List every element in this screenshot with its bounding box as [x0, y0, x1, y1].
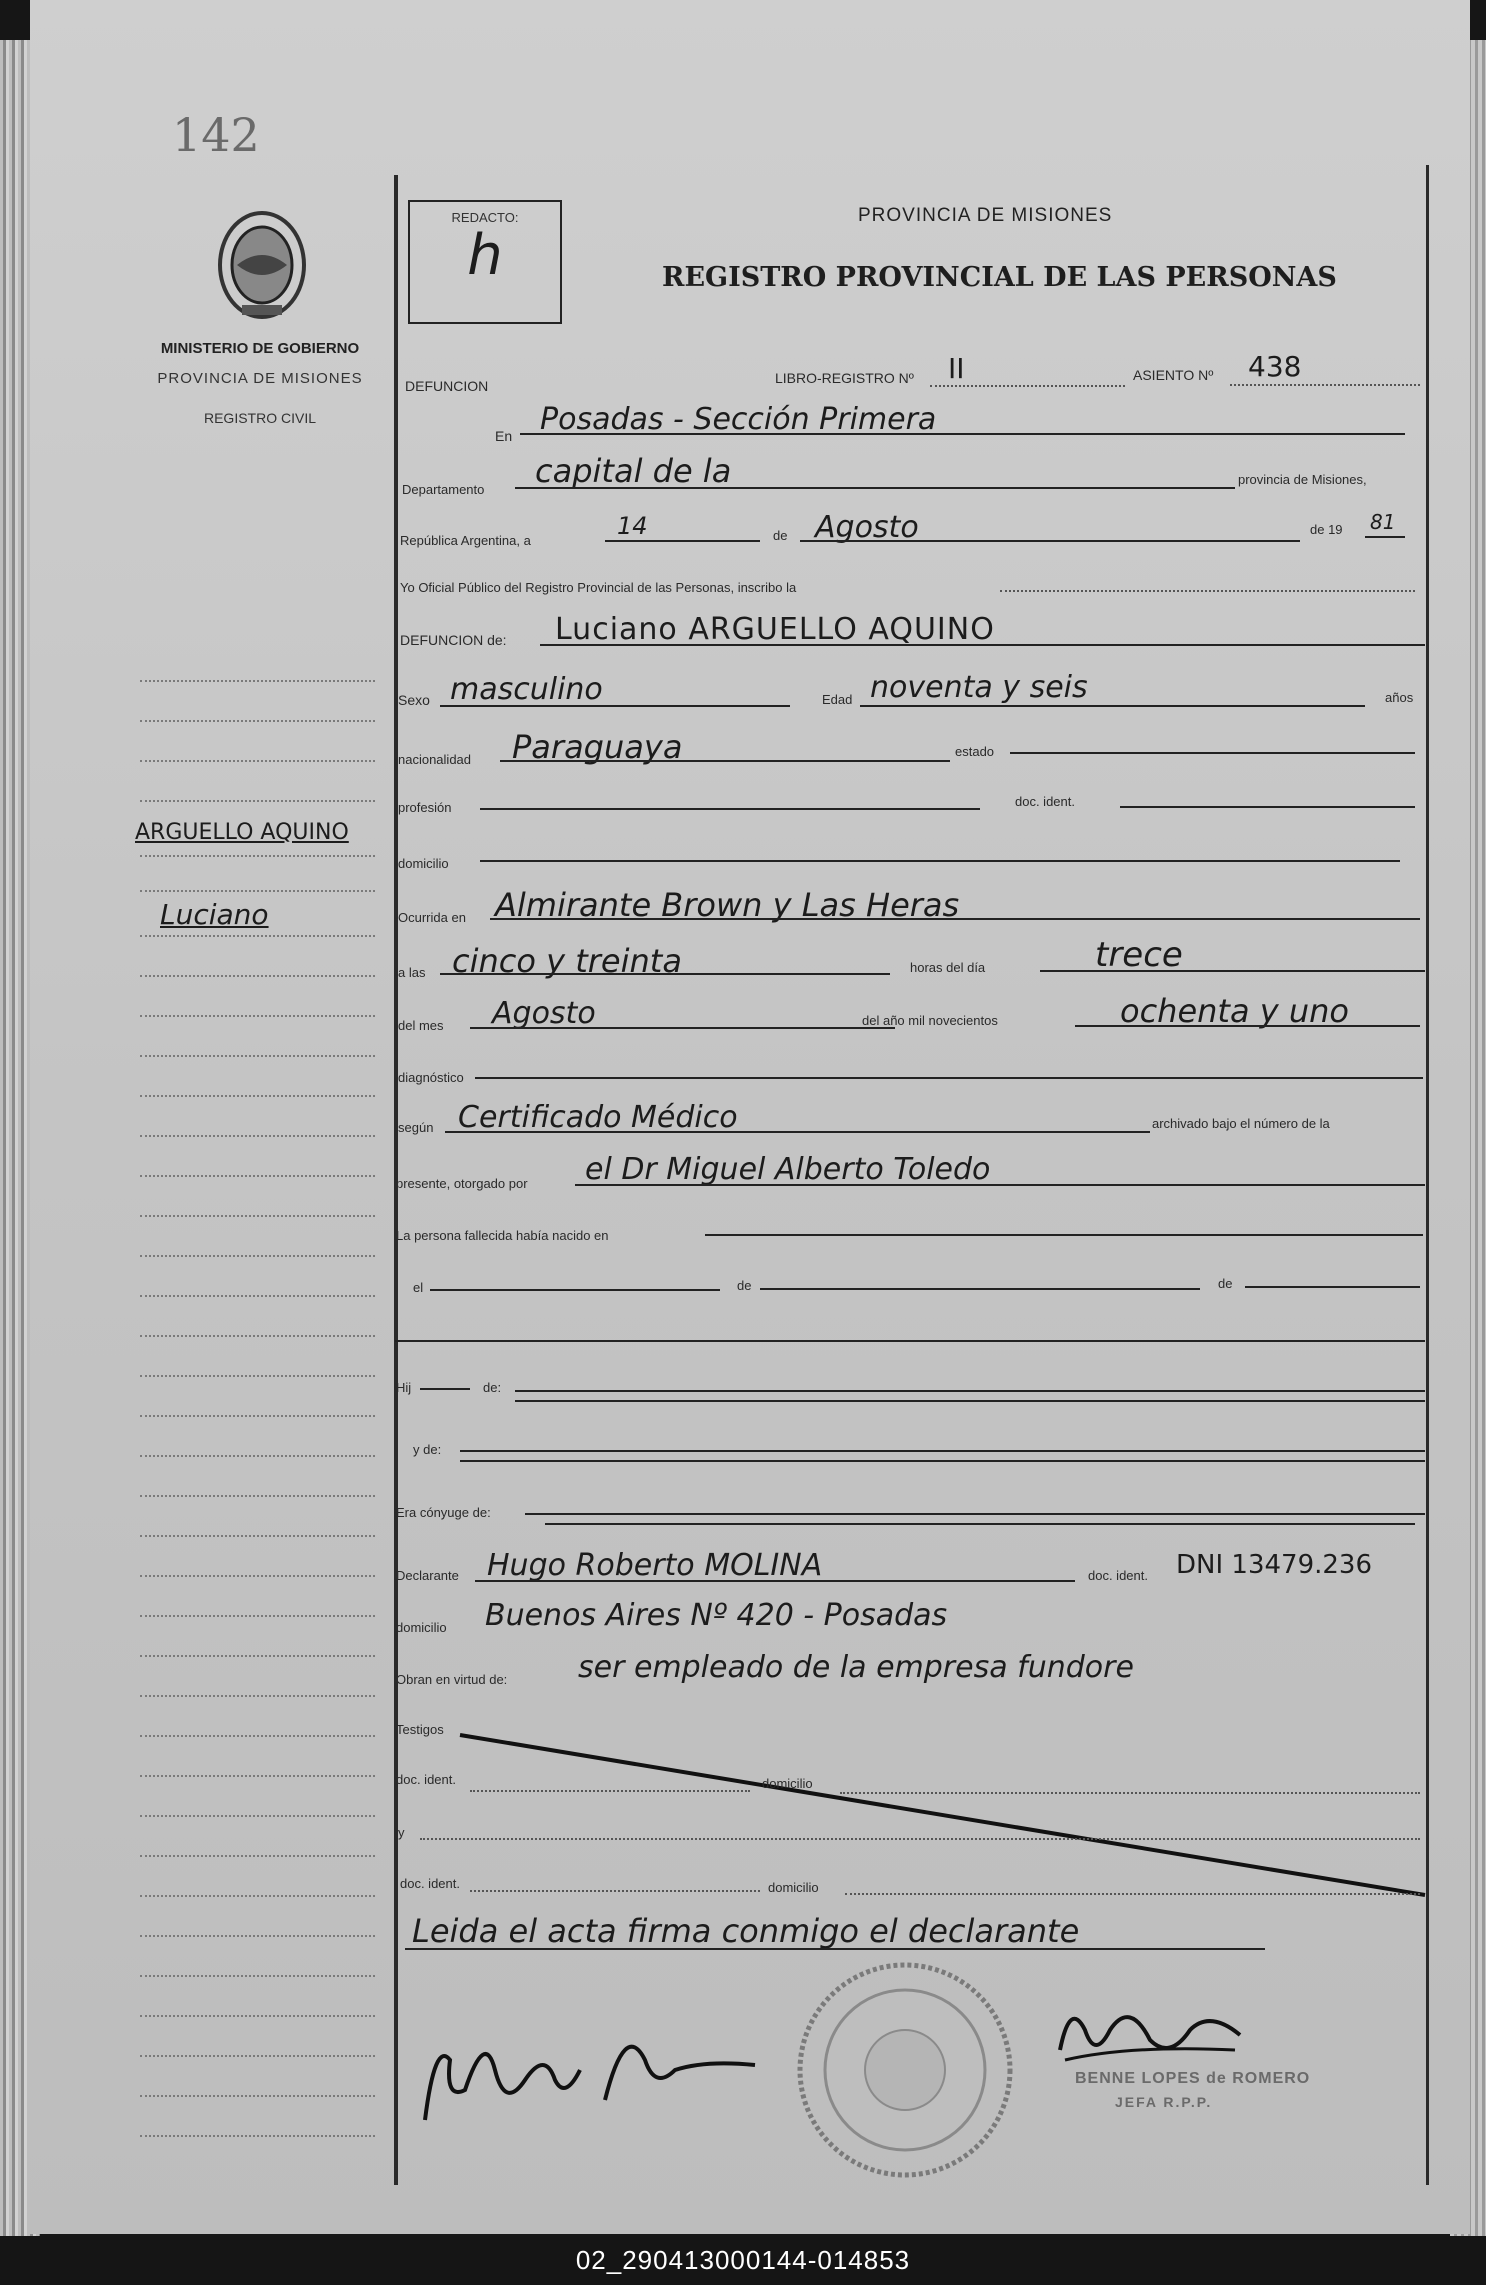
testigos-label: Testigos [396, 1722, 444, 1737]
anio-label: de 19 [1310, 522, 1343, 537]
a-las-label: a las [398, 965, 426, 980]
redacto-mark: ℎ [467, 223, 503, 288]
t2-doc-label: doc. ident. [400, 1876, 460, 1891]
declarante-label: Declarante [396, 1568, 459, 1583]
sexo-value: masculino [450, 672, 603, 707]
y-label: y [398, 1825, 405, 1840]
asiento-label: ASIENTO Nº [1133, 367, 1214, 383]
ocurrida-value: Almirante Brown y Las Heras [495, 886, 960, 924]
nacionalidad-label: nacionalidad [398, 752, 472, 767]
margin-surname: ARGUELLO AQUINO [135, 820, 349, 845]
header-registry: REGISTRO PROVINCIAL DE LAS PERSONAS [662, 262, 1337, 293]
t2-dom-label: domicilio [768, 1880, 819, 1895]
en-label: En [495, 428, 513, 444]
coat-of-arms-icon [212, 205, 312, 325]
declarant-signature-icon [405, 2010, 765, 2140]
defuncion-de-label: DEFUNCION de: [400, 632, 507, 648]
ministry-registry: REGISTRO CIVIL [203, 410, 317, 426]
anos-label: años [1385, 690, 1414, 705]
de2-label: de [737, 1278, 752, 1293]
folio-number: 142 [172, 108, 260, 162]
official-signature-icon [1050, 1990, 1250, 2080]
departamento-label: Departamento [402, 482, 485, 497]
ocurrida-label: Ocurrida en [398, 910, 466, 925]
diagnostico-label: diagnóstico [398, 1070, 464, 1085]
de-label: de [773, 528, 788, 543]
oficial-text: Yo Oficial Público del Registro Provincial de las Personas, inscribo la [400, 580, 797, 595]
dia-value: 14 [617, 512, 648, 540]
ministry-province: PROVINCIA DE MISIONES [157, 370, 363, 387]
hora-value: cinco y treinta [452, 942, 682, 980]
scan-id-footer: 02_290413000144-014853 [0, 2236, 1486, 2285]
presente-value: el Dr Miguel Alberto Toledo [585, 1152, 991, 1187]
edad-value: noventa y seis [870, 670, 1088, 705]
margin-given-name: Luciano [160, 898, 269, 931]
archivado-label: archivado bajo el número de la [1152, 1116, 1330, 1131]
libro-label: LIBRO-REGISTRO Nº [775, 370, 914, 386]
hij-label: Hij [396, 1380, 412, 1395]
testigos-strike-line [450, 1725, 1430, 1900]
dia-muerte-value: trece [1095, 935, 1183, 975]
official-round-stamp-icon [790, 1955, 1020, 2185]
anio-muerte-value: ochenta y uno [1120, 992, 1349, 1030]
profesion-label: profesión [398, 800, 452, 815]
official-stamp-title: JEFA R.P.P. [1115, 2094, 1213, 2110]
mes-muerte-value: Agosto [492, 996, 596, 1031]
decl-doc-value: DNI 13479.236 [1176, 1550, 1373, 1580]
el-label: el [413, 1280, 424, 1295]
doc-ident-label: doc. ident. [1015, 794, 1075, 809]
provincia-label: provincia de Misiones, [1238, 472, 1367, 487]
presente-label: presente, otorgado por [396, 1176, 528, 1191]
ministry-title: MINISTERIO DE GOBIERNO [160, 340, 360, 357]
t-doc-label: doc. ident. [396, 1772, 456, 1787]
redacto-box [408, 200, 562, 324]
segun-label: según [398, 1120, 434, 1135]
closing-text: Leida el acta firma conmigo el declarante [412, 1912, 1080, 1950]
redacto-label: REDACTO: [451, 210, 519, 225]
departamento-value: capital de la [535, 452, 732, 490]
estado-label: estado [955, 744, 995, 759]
republica-label: República Argentina, a [400, 533, 531, 548]
asiento-value: 438 [1248, 350, 1302, 383]
mes-value: Agosto [815, 510, 919, 545]
anio-value: 81 [1370, 510, 1396, 534]
defuncion-de-value: Luciano ARGUELLO AQUINO [555, 612, 995, 647]
conyuge-label: Era cónyuge de: [396, 1505, 491, 1520]
decl-doc-label: doc. ident. [1088, 1568, 1148, 1583]
de3-label: de [1218, 1276, 1233, 1291]
obran-label: Obran en virtud de: [396, 1672, 508, 1687]
sexo-label: Sexo [398, 692, 430, 708]
declarante-value: Hugo Roberto MOLINA [487, 1548, 823, 1583]
domicilio-label: domicilio [398, 856, 449, 871]
hij-de-label: de: [483, 1380, 502, 1395]
official-stamp-name: BENNE LOPES de ROMERO [1075, 2070, 1311, 2087]
en-value: Posadas - Sección Primera [540, 402, 937, 437]
form-type: DEFUNCION [405, 378, 489, 394]
nacionalidad-value: Paraguaya [512, 728, 683, 766]
decl-dom-value: Buenos Aires Nº 420 - Posadas [485, 1598, 948, 1633]
obran-value: ser empleado de la empresa fundore [578, 1650, 1134, 1685]
decl-dom-label: domicilio [396, 1620, 447, 1635]
edad-label: Edad [822, 692, 853, 707]
anio-mil-label: del año mil novecientos [862, 1013, 998, 1028]
segun-value: Certificado Médico [458, 1100, 738, 1135]
y-de-label: y de: [413, 1442, 442, 1457]
t-dom-label: domicilio [762, 1776, 813, 1791]
del-mes-label: del mes [398, 1018, 444, 1033]
nacido-label: La persona fallecida había nacido en [396, 1228, 609, 1243]
header-province: PROVINCIA DE MISIONES [858, 205, 1113, 226]
horas-label: horas del día [910, 960, 986, 975]
libro-value: II [948, 352, 965, 385]
